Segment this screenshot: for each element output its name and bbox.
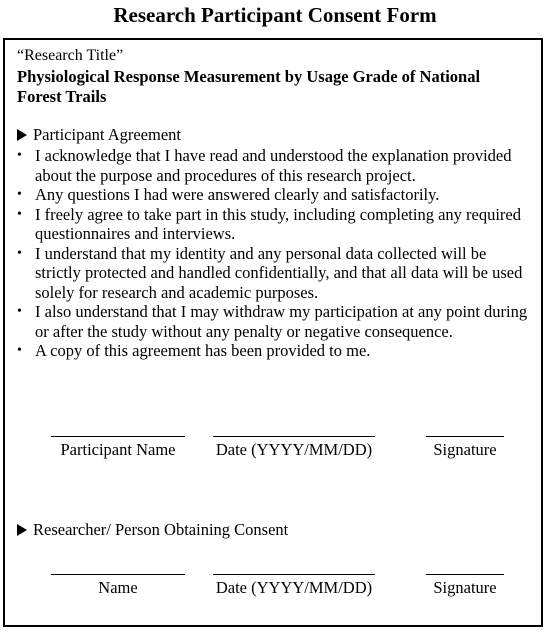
participant-signature-field[interactable]	[423, 436, 507, 460]
researcher-date-field[interactable]	[210, 574, 378, 598]
agreement-item-text: Any questions I had were answered clearly and satisfactorily.	[35, 185, 440, 204]
researcher-name-label: Name	[98, 578, 138, 597]
agreement-item-text: I also understand that I may withdraw my participation at any point during or after the study without any penalty or negative consequence.	[35, 302, 528, 341]
participant-signature-label: Signature	[433, 440, 497, 459]
agreement-item-text: I understand that my identity and any personal data collected will be strictly protected and handled confidentially, and that all data will be used solely for research and academic purposes.	[35, 243, 523, 302]
signature-line	[213, 436, 375, 437]
researcher-date-label: Date (YYYY/MM/DD)	[215, 578, 373, 597]
agreement-item-text: I acknowledge that I have read and understood the explanation provided about the purpose and procedures of this research project.	[35, 146, 512, 185]
signature-line	[426, 436, 504, 437]
researcher-signature-row	[5, 574, 545, 614]
agreement-item-text: I freely agree to take part in this study, including completing any required questionnaires and interviews.	[35, 204, 521, 243]
participant-name-label: Participant Name	[60, 440, 176, 459]
agreement-item-text: A copy of this agreement has been provided to me.	[35, 341, 371, 360]
participant-agreement-label: Participant Agreement	[33, 125, 181, 144]
bullet-icon: •	[17, 343, 22, 358]
agreement-item	[17, 185, 535, 205]
agreement-item	[17, 302, 535, 341]
signature-line	[426, 574, 504, 575]
bullet-icon: •	[17, 148, 22, 163]
agreement-item	[17, 146, 535, 185]
signature-line	[51, 436, 185, 437]
participant-agreement-heading	[17, 125, 181, 145]
participant-signature-row	[5, 436, 545, 476]
agreement-item	[17, 205, 535, 244]
signature-line	[213, 574, 375, 575]
research-title: Physiological Response Measurement by Usage Grade of National Forest Trails	[17, 67, 481, 106]
page-title: Research Participant Consent Form	[113, 3, 437, 27]
research-title-label: “Research Title”	[17, 47, 124, 64]
bullet-icon: •	[17, 245, 22, 261]
bullet-icon: •	[17, 187, 22, 202]
bullet-icon: •	[17, 304, 22, 319]
triangle-right-icon	[17, 524, 27, 536]
bullet-icon: •	[17, 206, 22, 222]
consent-form-box	[3, 38, 543, 627]
participant-date-label: Date (YYYY/MM/DD)	[215, 440, 373, 459]
agreement-item	[17, 341, 535, 361]
researcher-heading-label: Researcher/ Person Obtaining Consent	[33, 520, 289, 539]
researcher-signature-label: Signature	[433, 578, 497, 597]
agreement-item	[17, 244, 535, 303]
researcher-name-field[interactable]	[49, 574, 187, 598]
signature-line	[51, 574, 185, 575]
agreement-list	[17, 146, 535, 361]
researcher-signature-field[interactable]	[423, 574, 507, 598]
triangle-right-icon	[17, 129, 27, 141]
participant-date-field[interactable]	[210, 436, 378, 460]
researcher-heading	[17, 520, 288, 540]
participant-name-field[interactable]	[49, 436, 187, 460]
